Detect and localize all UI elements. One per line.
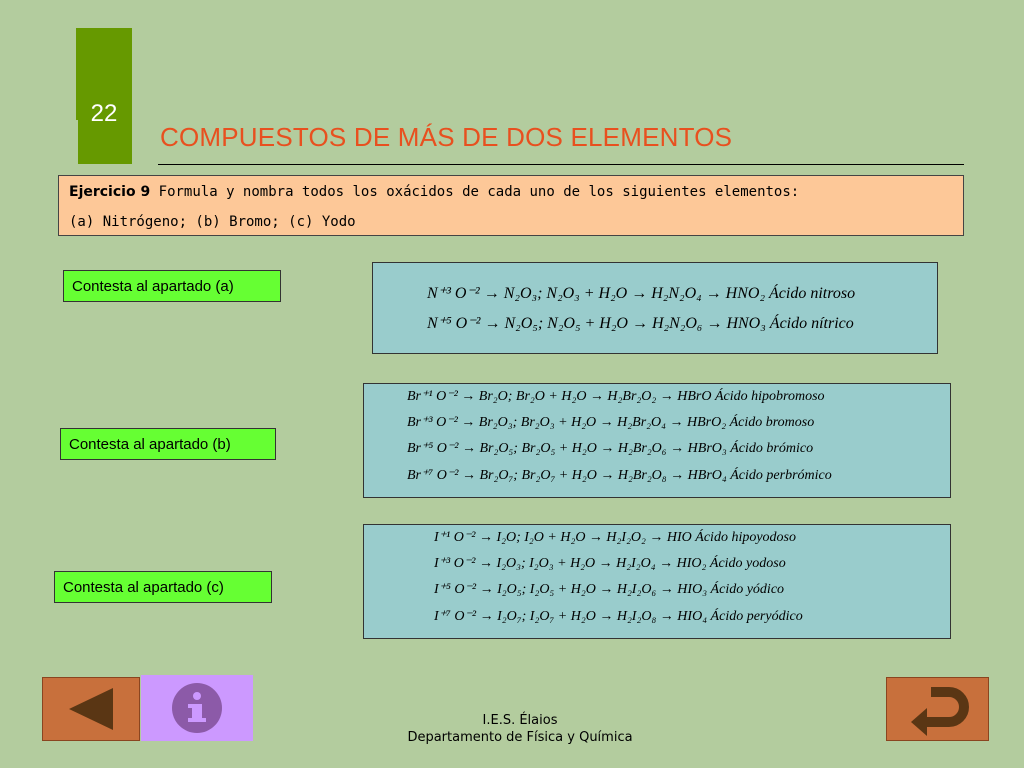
exercise-label: Ejercicio 9 — [69, 184, 151, 200]
answer-b-line-2: Br⁺³ O⁻² → Br₂O₃; Br₂O₃ + H₂O → H₂Br₂O₄ → HBrO₂ Ácido bromoso — [407, 415, 815, 430]
slide-number-badge — [76, 28, 132, 164]
info-icon — [141, 675, 253, 741]
answer-c-line-3: I⁺⁵ O⁻² → I₂O₅; I₂O₅ + H₂O → H₂I₂O₆ → HIO₃ Ácido yódico — [434, 582, 785, 597]
return-button[interactable] — [886, 677, 989, 741]
answer-b-line-1: Br⁺¹ O⁻² → Br₂O; Br₂O + H₂O → H₂Br₂O₂ → HBrO Ácido hipobromoso — [407, 389, 825, 404]
answer-a-line-2: N⁺⁵ O⁻² → N₂O₅; N₂O₅ + H₂O → H₂N₂O₆ → HNO₃ Ácido nítrico — [427, 315, 854, 332]
answer-c-box — [363, 524, 951, 639]
triangle-left-icon — [43, 678, 139, 740]
info-button[interactable] — [141, 675, 253, 741]
answer-c-line-1: I⁺¹ O⁻² → I₂O; I₂O + H₂O → H₂I₂O₂ → HIO Ácido hipoyodoso — [434, 530, 796, 545]
answer-c-button[interactable]: Contesta al apartado (c) — [54, 571, 272, 603]
footer — [380, 712, 660, 746]
exercise-box — [58, 175, 964, 236]
answer-b-button[interactable]: Contesta al apartado (b) — [60, 428, 276, 460]
answer-a-line-1: N⁺³ O⁻² → N₂O₃; N₂O₃ + H₂O → H₂N₂O₄ → HNO₂ Ácido nitroso — [427, 285, 856, 302]
answer-b-line-3: Br⁺⁵ O⁻² → Br₂O₅; Br₂O₅ + H₂O → H₂Br₂O₆ → HBrO₃ Ácido brómico — [407, 441, 814, 456]
title-underline — [158, 164, 964, 165]
answer-c-line-4: I⁺⁷ O⁻² → I₂O₇; I₂O₇ + H₂O → H₂I₂O₈ → HIO₄ Ácido peryódico — [434, 609, 803, 624]
answer-a-button[interactable]: Contesta al apartado (a) — [63, 270, 281, 302]
badge-divider — [76, 120, 88, 164]
footer-department: Departamento de Física y Química — [407, 730, 633, 745]
answer-a-box — [372, 262, 938, 354]
answer-b-line-4: Br⁺⁷ O⁻² → Br₂O₇; Br₂O₇ + H₂O → H₂Br₂O₈ → HBrO₄ Ácido perbrómico — [407, 468, 832, 483]
footer-school: I.E.S. Élaios — [482, 713, 558, 728]
slide-number: 22 — [90, 100, 118, 127]
answer-c-line-2: I⁺³ O⁻² → I₂O₃; I₂O₃ + H₂O → H₂I₂O₄ → HIO₂ Ácido yodoso — [434, 556, 786, 571]
exercise-line-1 — [69, 184, 799, 200]
answer-b-box — [363, 383, 951, 498]
exercise-statement: Formula y nombra todos los oxácidos de cada uno de los siguientes elementos: — [158, 184, 800, 200]
return-arrow-icon — [887, 678, 988, 740]
back-button[interactable] — [42, 677, 140, 741]
exercise-line-2: (a) Nitrógeno; (b) Bromo; (c) Yodo — [69, 214, 356, 230]
page-title: COMPUESTOS DE MÁS DE DOS ELEMENTOS — [160, 122, 733, 152]
